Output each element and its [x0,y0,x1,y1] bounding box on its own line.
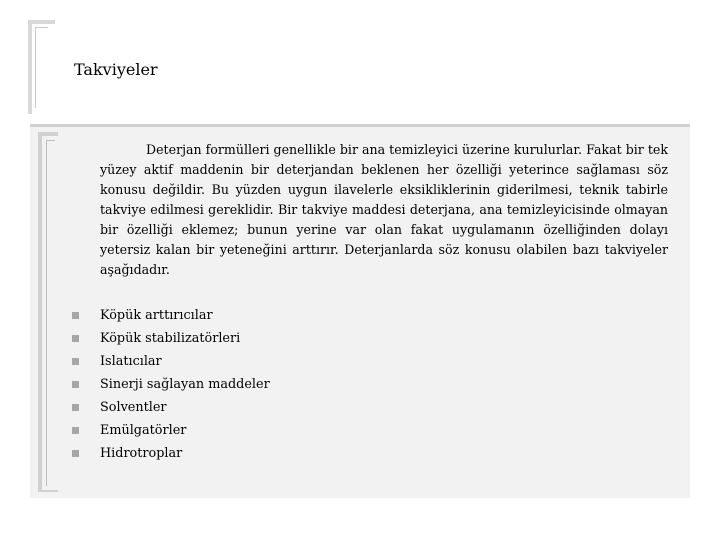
additive-list [72,304,270,465]
content-frame-decoration [38,132,58,492]
list-item [72,327,270,350]
title-frame-decoration [28,20,55,114]
square-bullet-icon [72,335,79,342]
square-bullet-icon [72,450,79,457]
list-item-label: Emülgatörler [100,422,187,438]
list-item [72,442,270,465]
list-item-label: Hidrotroplar [100,445,183,461]
square-bullet-icon [72,427,79,434]
square-bullet-icon [72,381,79,388]
list-item [72,419,270,442]
intro-paragraph: Deterjan formülleri genellikle bir ana temizleyici üzerine kurulurlar. Fakat bir tek yüzey aktif maddenin bir deterjandan beklenen her özelliği yeterince sağlaması söz konusu değildir. Bu yüzden uygun ilavelerle eksikliklerinin giderilmesi, teknik tabirle takviye edilmesi gereklidir. Bir takviye maddesi deterjana, ana temizleyicisinde olmayan bir özelliği eklemez; bunun yerine var olan fakat uygulamanın özelliğinden dolayı yetersiz kalan bir yeteneğini arttırır. Deterjanlarda söz konusu olabilen bazı takviyeler aşağıdadır. [100,142,668,277]
list-item-label: Sinerji sağlayan maddeler [100,376,270,392]
list-item-label: Köpük arttırıcılar [100,307,213,323]
list-item [72,373,270,396]
list-item [72,350,270,373]
list-item-label: Islatıcılar [100,353,162,369]
list-item-label: Solventler [100,399,167,415]
slide-title: Takviyeler [74,60,158,79]
square-bullet-icon [72,358,79,365]
square-bullet-icon [72,404,79,411]
square-bullet-icon [72,312,79,319]
list-item [72,304,270,327]
list-item-label: Köpük stabilizatörleri [100,330,241,346]
list-item [72,396,270,419]
